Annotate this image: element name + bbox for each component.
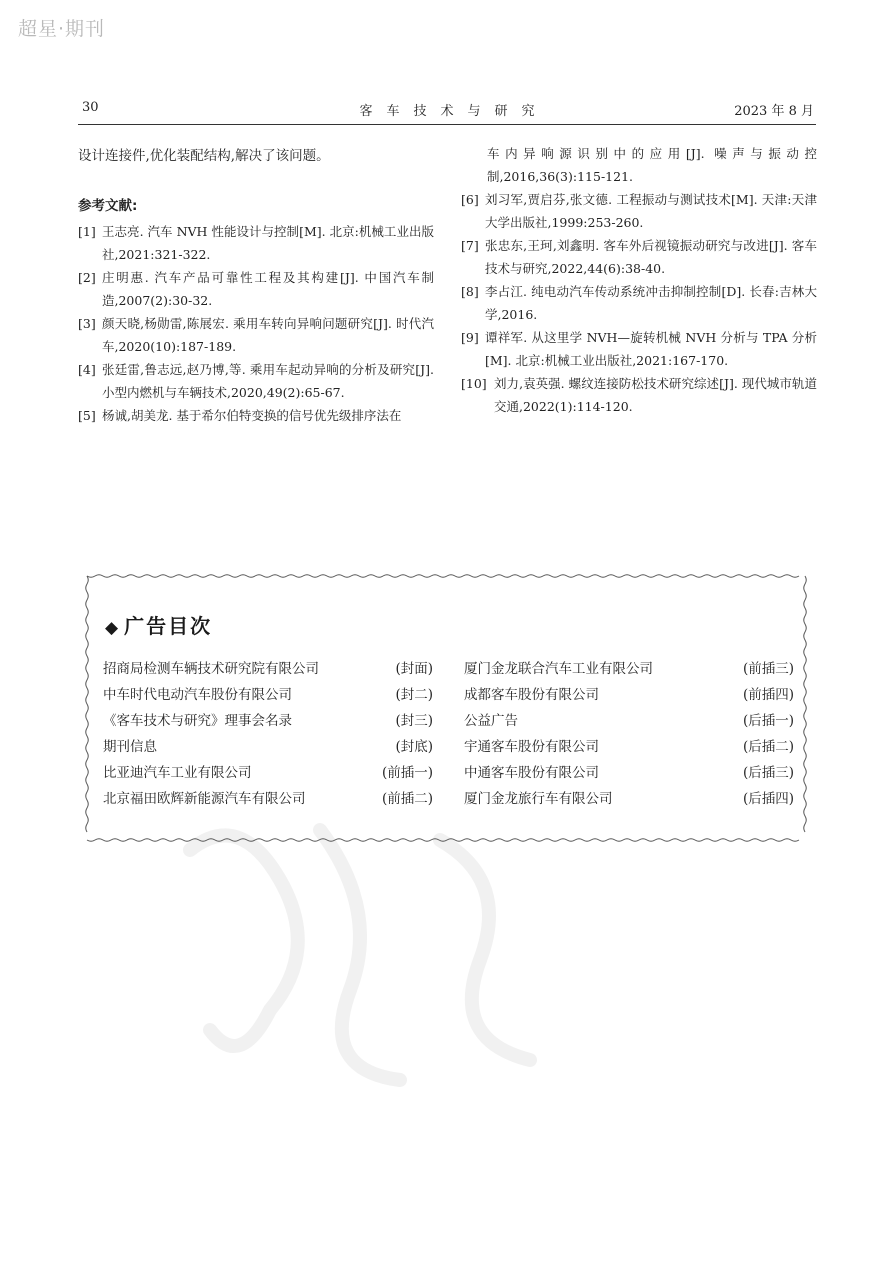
advertiser-name: 厦门金龙联合汽车工业有限公司 bbox=[464, 661, 653, 677]
ad-position: (后插二) bbox=[742, 739, 794, 755]
reference-number: [9] bbox=[461, 330, 479, 345]
ad-entry bbox=[103, 656, 433, 682]
reference-item bbox=[78, 404, 434, 427]
advertiser-name: 《客车技术与研究》理事会名录 bbox=[103, 713, 292, 729]
journal-title: 客车技术与研究 bbox=[359, 104, 549, 119]
reference-text: 张廷雷,鲁志远,赵乃博,等. 乘用车起动异响的分析及研究[J]. 小型内燃机与车辆技术,2020,49(2):65-67. bbox=[102, 362, 434, 400]
reference-number: [7] bbox=[461, 238, 479, 253]
ad-position: (前插一) bbox=[381, 765, 433, 781]
reference-text: 庄明惠. 汽车产品可靠性工程及其构建[J]. 中国汽车制造,2007(2):30-32. bbox=[102, 270, 434, 308]
ad-entry bbox=[103, 734, 433, 760]
ad-entry bbox=[464, 708, 794, 734]
ad-entry bbox=[103, 786, 433, 812]
ad-entry bbox=[103, 682, 433, 708]
reference-number: [3] bbox=[78, 316, 96, 331]
advertiser-name: 厦门金龙旅行车有限公司 bbox=[464, 791, 613, 807]
right-column bbox=[461, 142, 817, 418]
ad-entry bbox=[464, 786, 794, 812]
advertiser-name: 中通客车股份有限公司 bbox=[464, 765, 599, 781]
page-number: 30 bbox=[82, 100, 99, 115]
ad-position: (前插四) bbox=[742, 687, 794, 703]
reference-number: [5] bbox=[78, 408, 96, 423]
ad-position: (封底) bbox=[395, 739, 433, 755]
ad-position: (封二) bbox=[395, 687, 433, 703]
reference-item bbox=[461, 372, 817, 418]
reference-text: 杨诚,胡美龙. 基于希尔伯特变换的信号优先级排序法在 bbox=[102, 408, 402, 423]
reference-continuation: 车内异响源识别中的应用[J]. 噪声与振动控制,2016,36(3):115-121. bbox=[487, 146, 817, 184]
ad-list-left bbox=[103, 656, 433, 812]
reference-number: [10] bbox=[461, 376, 487, 391]
reference-number: [1] bbox=[78, 224, 96, 239]
page-header bbox=[78, 98, 816, 125]
reference-item bbox=[78, 358, 434, 404]
references-title: 参考文献: bbox=[78, 198, 138, 214]
advertiser-name: 招商局检测车辆技术研究院有限公司 bbox=[103, 661, 319, 677]
ad-position: (封面) bbox=[395, 661, 433, 677]
advertiser-name: 成都客车股份有限公司 bbox=[464, 687, 599, 703]
reference-number: [8] bbox=[461, 284, 479, 299]
advertiser-name: 北京福田欧辉新能源汽车有限公司 bbox=[103, 791, 306, 807]
ad-entry bbox=[464, 760, 794, 786]
advertiser-name: 宇通客车股份有限公司 bbox=[464, 739, 599, 755]
reference-number: [6] bbox=[461, 192, 479, 207]
reference-text: 刘习军,贾启芬,张文德. 工程振动与测试技术[M]. 天津:天津大学出版社,1999:253-260. bbox=[485, 192, 817, 230]
reference-item bbox=[461, 188, 817, 234]
advertiser-name: 公益广告 bbox=[464, 713, 518, 729]
ad-position: (后插三) bbox=[742, 765, 794, 781]
ad-entry bbox=[464, 656, 794, 682]
ad-position: (后插一) bbox=[742, 713, 794, 729]
advertiser-name: 期刊信息 bbox=[103, 739, 157, 755]
ad-position: (前插三) bbox=[742, 661, 794, 677]
ad-entry bbox=[464, 682, 794, 708]
ad-entry bbox=[103, 760, 433, 786]
ad-entry bbox=[103, 708, 433, 734]
ad-index-title-text: 广告目次 bbox=[124, 614, 213, 638]
advertiser-name: 比亚迪汽车工业有限公司 bbox=[103, 765, 252, 781]
reference-text: 李占江. 纯电动汽车传动系统冲击抑制控制[D]. 长春:吉林大学,2016. bbox=[485, 284, 817, 322]
issue-date: 2023 年 8 月 bbox=[734, 104, 814, 119]
reference-text: 张忠东,王珂,刘鑫明. 客车外后视镜振动研究与改进[J]. 客车技术与研究,2022,44(6):38-40. bbox=[485, 238, 817, 276]
ad-entry bbox=[464, 734, 794, 760]
reference-text: 颜天晓,杨勋雷,陈展宏. 乘用车转向异响问题研究[J]. 时代汽车,2020(10):187-189. bbox=[102, 316, 434, 354]
reference-text: 谭祥军. 从这里学 NVH—旋转机械 NVH 分析与 TPA 分析[M]. 北京:机械工业出版社,2021:167-170. bbox=[485, 330, 817, 368]
reference-text: 刘力,袁英强. 螺纹连接防松技术研究综述[J]. 现代城市轨道交通,2022(1):114-120. bbox=[494, 376, 817, 414]
watermark-logo: 超星·期刊 bbox=[18, 18, 106, 40]
ad-list-right bbox=[464, 656, 794, 812]
diamond-icon: ◆ bbox=[105, 618, 121, 638]
ad-position: (后插四) bbox=[742, 791, 794, 807]
reference-item bbox=[78, 312, 434, 358]
left-column bbox=[78, 144, 434, 427]
advertiser-name: 中车时代电动汽车股份有限公司 bbox=[103, 687, 292, 703]
reference-item bbox=[461, 326, 817, 372]
reference-number: [2] bbox=[78, 270, 96, 285]
reference-item bbox=[461, 280, 817, 326]
body-paragraph: 设计连接件,优化装配结构,解决了该问题。 bbox=[78, 148, 330, 164]
ad-position: (封三) bbox=[395, 713, 433, 729]
reference-number: [4] bbox=[78, 362, 96, 377]
ad-position: (前插二) bbox=[381, 791, 433, 807]
ad-index-title bbox=[105, 610, 212, 639]
reference-item bbox=[78, 220, 434, 266]
reference-item bbox=[78, 266, 434, 312]
reference-text: 王志亮. 汽车 NVH 性能设计与控制[M]. 北京:机械工业出版社,2021:321-322. bbox=[102, 224, 434, 262]
reference-item bbox=[461, 234, 817, 280]
ad-index-box bbox=[83, 572, 809, 844]
